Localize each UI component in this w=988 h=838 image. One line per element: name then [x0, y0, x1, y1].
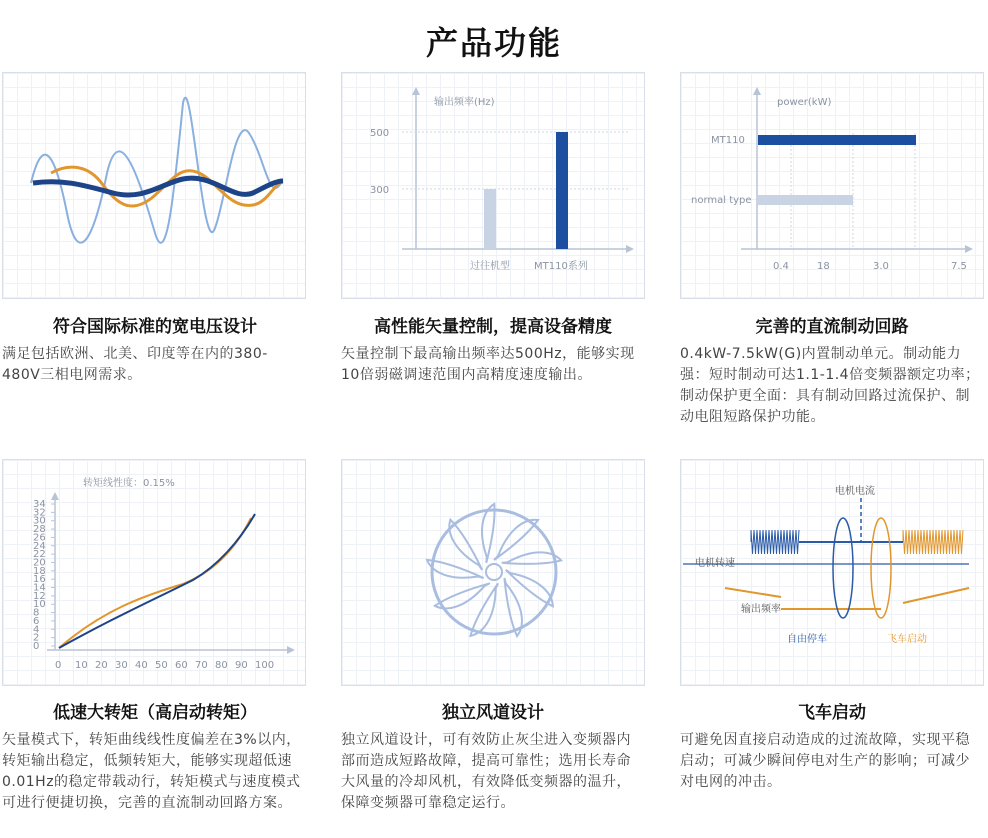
power-chart	[681, 73, 985, 300]
y-tick-label: 26	[33, 532, 46, 544]
voltage-waveform-card	[2, 72, 306, 299]
y-tick-label: 300	[370, 185, 390, 196]
current-waveform-orange	[903, 530, 963, 554]
feature-description: 可避免因直接启动造成的过流故障，实现平稳启动；可减少瞬间停电对生产的影响；可减少对电网的冲击。	[680, 732, 970, 790]
bar-past-model	[484, 189, 496, 249]
x-tick-label: 90	[235, 660, 248, 671]
y-tick-label: 0	[33, 641, 40, 652]
motor-current-label: 电机电流	[835, 486, 875, 497]
feature-heading: 独立风道设计	[442, 703, 544, 723]
flying-start-card	[680, 459, 984, 686]
feature-heading: 完善的直流制动回路	[755, 317, 909, 337]
x-tick-label: 0	[55, 660, 62, 671]
feature-description: 矢量控制下最高输出频率达500Hz，能够实现10倍弱磁调速范围内高精度速度输出。	[341, 346, 635, 383]
linearity-label: 转矩线性度：0.15%	[83, 478, 175, 489]
feature-heading: 符合国际标准的宽电压设计	[53, 317, 257, 337]
x-tick-label: 50	[155, 660, 168, 671]
x-tick-label: 18	[817, 261, 830, 272]
fan-blade	[482, 578, 539, 636]
y-tick-label: 28	[33, 524, 46, 536]
torque-chart	[3, 460, 307, 687]
voltage-waveform-graphic	[3, 73, 307, 300]
torque-curve-orange	[59, 518, 251, 648]
torque-curve-blue	[59, 514, 255, 648]
feature-heading: 低速大转矩（高启动转矩）	[53, 703, 257, 723]
flying-start-graphic	[681, 460, 985, 687]
feature-description: 0.4kW-7.5kW(G)内置制动单元。制动能力强：短时制动可达1.1-1.4倍变频器额定功率；制动保护更全面：具有制动回路过流保护、制动电阻短路保护功能。	[680, 346, 980, 425]
current-waveform-blue	[751, 530, 799, 554]
y-tick-label: 22	[33, 549, 46, 561]
x-tick-label: 0.4	[773, 261, 789, 272]
feature-description: 矢量模式下，转矩曲线线性度偏差在3%以内，转矩输出稳定，低频转矩大，能够实现超低速0.01Hz的稳定带载动行，转矩模式与速度模式可进行便捷切换，完善的直流制动回路方案。	[2, 732, 301, 811]
x-tick-label: 80	[215, 660, 228, 671]
feature-heading: 高性能矢量控制，提高设备精度	[374, 317, 612, 337]
y-tick-label: 14	[33, 582, 46, 594]
x-tick-label: 3.0	[873, 261, 889, 272]
bar-mt110	[556, 132, 568, 249]
feature-description: 满足包括欧洲、北美、印度等在内的380-480V三相电网需求。	[2, 346, 268, 383]
output-frequency-label: 输出频率	[741, 604, 781, 615]
x-tick-label: 40	[135, 660, 148, 671]
x-tick-label: 10	[75, 660, 88, 671]
motor-speed-label: 电机转速	[695, 558, 735, 569]
x-tick-label: 70	[195, 660, 208, 671]
frequency-chart	[342, 73, 646, 300]
wave-light-blue	[31, 98, 281, 243]
y-tick-label: 8	[33, 607, 40, 619]
flying-start-label: 飞车启动	[887, 634, 927, 645]
x-tick-label: 60	[175, 660, 188, 671]
y-tick-label: 6	[33, 615, 40, 627]
y-tick-label: 16	[33, 574, 46, 586]
y-tick-label: 20	[33, 557, 46, 569]
x-tick-label: 100	[255, 660, 275, 671]
x-tick-label: 30	[115, 660, 128, 671]
feature-description: 独立风道设计，可有效防止灰尘进入变频器内部而造成短路故障，提高可靠性；选用长寿命大风量的冷却风机，有效降低变频器的温升，保障变频器可靠稳定运行。	[341, 732, 631, 811]
y-axis-label: 输出频率(Hz)	[434, 97, 495, 108]
fan-graphic	[342, 460, 646, 687]
x-tick-label: 20	[95, 660, 108, 671]
power-chart-card	[680, 72, 984, 299]
feature-heading: 飞车启动	[798, 703, 866, 723]
x-category-label: 过往机型	[470, 261, 510, 272]
bar-mt110	[758, 135, 916, 145]
y-tick-label: 32	[33, 507, 46, 519]
coast-stop-label: 自由停车	[787, 634, 827, 645]
y-tick-label: 30	[33, 515, 46, 527]
y-tick-label: 10	[33, 599, 46, 611]
y-tick-label: 2	[33, 632, 40, 644]
torque-chart-card	[2, 459, 306, 686]
x-category-label: MT110系列	[534, 261, 588, 272]
y-axis-label: power(kW)	[777, 97, 832, 108]
bar-normal-type	[758, 195, 853, 205]
y-tick-label: 4	[33, 624, 40, 636]
x-tick-label: 7.5	[951, 261, 967, 272]
fan-card	[341, 459, 645, 686]
y-tick-label: 34	[33, 499, 46, 510]
frequency-chart-card	[341, 72, 645, 299]
y-tick-label: 12	[33, 590, 46, 602]
bar-label: normal type	[691, 195, 752, 206]
fan-blade	[502, 532, 562, 591]
y-tick-label: 18	[33, 565, 46, 577]
bar-label: MT110	[711, 135, 745, 146]
y-tick-label: 24	[33, 540, 46, 552]
page-title: 产品功能	[425, 24, 562, 62]
y-tick-label: 500	[370, 128, 390, 139]
